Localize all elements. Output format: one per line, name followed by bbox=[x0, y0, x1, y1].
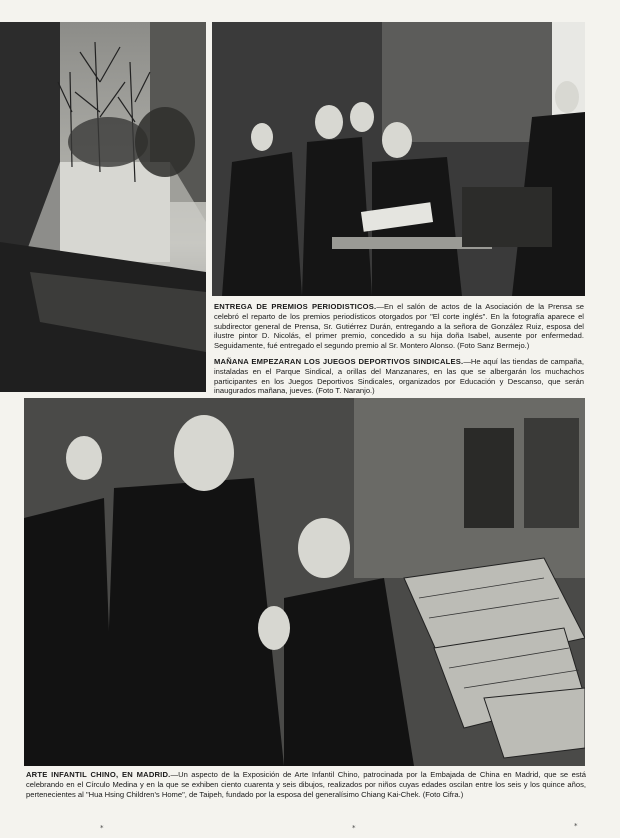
caption-art-body: —Un aspecto de la Exposición de Arte Infantil Chino, patrocinada por la Embajada de China en Madrid, que se está celebrando en el Círculo Medina y en la que se exhiben ciento cuarenta y seis dibujos, realizados por niños cuyas edades oscilan entre los seis y los quince años, pertenecientes al "Hua Hsing Children's Home", de Taipeh, fundado por la esposa del generalísimo Chiang Kai-Chek. (Foto Cifra.) bbox=[26, 770, 586, 799]
page-mark-right: * bbox=[574, 822, 578, 830]
garden-photo-image bbox=[0, 22, 206, 392]
art-photo-image bbox=[24, 398, 585, 766]
photo-chinese-child-art bbox=[24, 398, 585, 766]
caption-chinese-child-art bbox=[26, 770, 586, 799]
photo-garden bbox=[0, 22, 206, 392]
page-mark-middle: * bbox=[352, 824, 356, 832]
caption-press-awards bbox=[214, 302, 584, 351]
caption-sports-lead: MAÑANA EMPEZARAN LOS JUEGOS DEPORTIVOS SINDICALES. bbox=[214, 357, 464, 366]
caption-press-body: —En el salón de actos de la Asociación de la Prensa se celebró el reparto de los premios periodísticos otorgados por "El corte inglés". En la fotografía aparece el subdirector general de Prensa, Sr. Gutiérrez Durán, entregando a la señora de González Ruiz, esposa del ilustre pintor D. Nicolás, el primer premio, concedido a su hija doña Isabel, ausente por enfermedad. Seguidamente, fué entregado el segundo premio al Sr. Montero Alonso. (Foto Sanz Bermejo.) bbox=[214, 302, 584, 351]
page-mark-left: * bbox=[100, 824, 104, 832]
caption-sports-body: —He aquí las tiendas de campaña, instaladas en el Parque Sindical, a orillas del Manzanares, en las que se albergarán los muchachos participantes en los Juegos Deportivos Sindicales, organizados por Educación y Descanso, que serán inaugurados mañana, jueves. (Foto T. Naranjo.) bbox=[214, 357, 584, 396]
photo-press-awards bbox=[212, 22, 585, 296]
caption-press-lead: ENTREGA DE PREMIOS PERIODISTICOS. bbox=[214, 302, 377, 311]
press-photo-image bbox=[212, 22, 585, 296]
caption-art-lead: ARTE INFANTIL CHINO, EN MADRID. bbox=[26, 770, 171, 779]
caption-sports-games bbox=[214, 357, 584, 396]
